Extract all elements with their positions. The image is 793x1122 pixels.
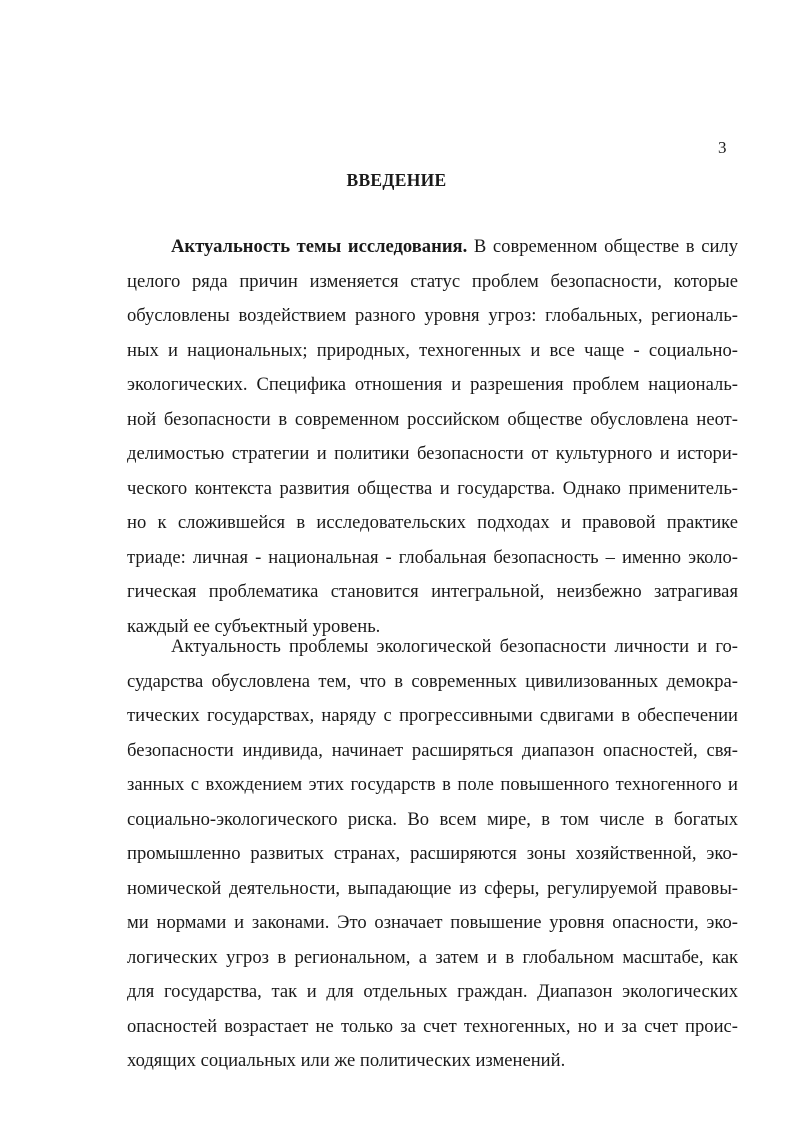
paragraph-ecological-security: [127, 630, 738, 1079]
paragraph-line: тических государствах, наряду с прогрессивными сдвигами в обеспечении: [127, 705, 738, 726]
paragraph-relevance: [127, 230, 738, 644]
paragraph-line: экологических. Специфика отношения и разрешения проблем националь-: [127, 374, 738, 395]
paragraph-line: логических угроз в региональном, а затем и в глобальном масштабе, как: [127, 946, 738, 968]
paragraph-line: целого ряда причин изменяется статус проблем безопасности, которые: [127, 270, 738, 292]
paragraph-line: Актуальность проблемы экологической безопасности личности и го-: [171, 636, 738, 657]
paragraph-line: но к сложившейся в исследовательских подходах и правовой практике: [127, 512, 738, 533]
paragraph-line: триаде: личная - национальная - глобальная безопасность – именно эколо-: [127, 546, 738, 568]
paragraph-line: гическая проблематика становится интегральной, неизбежно затрагивая: [127, 581, 738, 602]
paragraph-line: ми нормами и законами. Это означает повышение уровня опасности, эко-: [127, 912, 738, 933]
paragraph-line: номической деятельности, выпадающие из сферы, регулируемой правовы-: [127, 877, 738, 899]
paragraph-line: занных с вхождением этих государств в поле повышенного техногенного и: [127, 774, 738, 795]
paragraph-line: ной безопасности в современном российском обществе обусловлена неот-: [127, 408, 738, 430]
paragraph-line: промышленно развитых странах, расширяются зоны хозяйственной, эко-: [127, 843, 738, 864]
paragraph-line: ческого контекста развития общества и государства. Однако применитель-: [127, 477, 738, 499]
paragraph-line: каждый ее субъектный уровень.: [127, 615, 381, 637]
paragraph-line-text: В современном обществе в силу: [467, 236, 738, 257]
paragraph-line: ных и национальных; природных, техногенных и все чаще - социально-: [127, 339, 738, 361]
paragraph-line: обусловлены воздействием разного уровня угроз: глобальных, региональ-: [127, 305, 738, 326]
paragraph-line: социально-экологического риска. Во всем мире, в том числе в богатых: [127, 808, 738, 830]
page-title: ВВЕДЕНИЕ: [346, 170, 447, 190]
paragraph-line: сударства обусловлена тем, что в современных цивилизованных демокра-: [127, 670, 738, 692]
paragraph-line: [127, 230, 738, 265]
paragraph-line: опасностей возрастает не только за счет техногенных, но и за счет проис-: [127, 1015, 738, 1037]
paragraph-line: безопасности индивида, начинает расширяться диапазон опасностей, свя-: [127, 739, 738, 761]
paragraph-lead: Актуальность темы исследования.: [171, 236, 468, 257]
page-number: 3: [718, 138, 727, 157]
paragraph-line: ходящих социальных или же политических изменений.: [127, 1050, 566, 1071]
paragraph-line: для государства, так и для отдельных граждан. Диапазон экологических: [127, 981, 738, 1002]
paragraph-line: делимостью стратегии и политики безопасности от культурного и истори-: [127, 443, 738, 464]
